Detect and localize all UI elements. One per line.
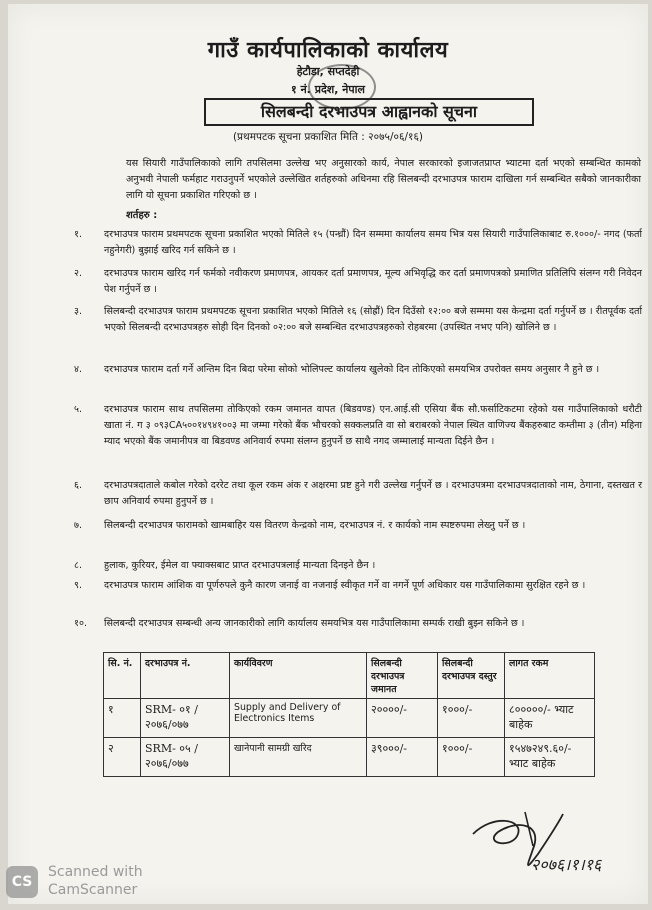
term-number: १. [74,229,83,240]
signature [463,804,633,884]
column-header: सिलबन्दी दरभाउपत्र जमानत [367,653,438,699]
term-item [74,304,642,336]
term-number: ६. [74,480,83,491]
term-item [74,362,642,378]
table-cell: १५४७२४९.६०/- भ्याट बाहेक [505,738,595,777]
term-text: सिलबन्दी दरभाउपत्र फारामको खामबाहिर यस वितरण केन्द्रको नाम, दरभाउपत्र नं. र कार्यको नाम स्पष्टरुपमा लेख्नु पर्ने छ । [104,520,526,531]
term-text: दरभाउपत्रदाताले कबोल गरेको दररेट तथा कूल रकम अंक र अक्षरमा प्रष्ट हुने गरी उल्लेख गर्नुपर्ने छ । दरभाउपत्रमा दरभाउपत्रदाताको नाम, ठेगाना, दस्तखत र छाप अनिवार्य रुपमा हुनुपर्ने छ । [104,480,642,507]
location-line-1: हेटौडा, सप्तदेही [296,65,360,78]
column-header: सिलबन्दी दरभाउपत्र दस्तुर [438,653,505,699]
term-text: दरभाउपत्र फाराम आंशिक वा पूर्णरुपले कुनै कारण जनाई वा नजनाई स्वीकृत गर्ने वा नगर्ने पूर्ण अधिकार यस गाउँपालिकामा सुरक्षित रहने छ । [104,580,586,591]
intro-paragraph: यस सियारी गाउँपालिकाको लागि तपसिलमा उल्लेख भए अनुसारको कार्य, नेपाल सरकारको इजाजतप्राप्त भ्याटमा दर्ता भएको सम्बन्धित कामको अनुभवी नेपाली फर्महाट गराउनुपर्ने भएकोले उल्लेखित शर्तहरुको अधिनमा रहि सिलबन्दी दरभाउपत्र फाराम दाखिला गर्न सम्बन्धित सबैको जानकारीका लागि यो सूचना प्रकाशित गरिएको छ । [126,158,641,201]
term-item [74,266,642,298]
table-cell: SRM- ०१ /२०७६/०७७ [141,699,230,738]
term-text: दरभाउपत्र फाराम साथ तपसिलमा तोकिएको रकम जमानत वापत (बिडवण्ड) एन.आई.सी एसिया बैंक सौ.फर्साटिकटमा रहेको यस गाउँपालिकाको धरौटी खाता नं. ग ३ ०९३CA५००१४९४१००३ मा जम्मा गरेको बैंक भौचरको सक्कलप्रति वा सो बराबरको नेपाल स्थित वाणिज्य बैंकहरुबाट कम्तीमा ३ (तीन) महिना म्याद भएको बैंक जमानीपत्र वा बिडवण्ड अनिवार्य रुपमा संलग्न हुनुपर्ने छ साथै नगद जम्मालाई मान्यता दिईने छैन । [104,404,642,447]
column-header: लागत रकम [505,653,595,699]
term-item [74,558,642,574]
bid-table [103,652,595,777]
term-item [74,227,642,259]
term-item [74,518,642,534]
term-text: हुलाक, कुरियर, ईमेल वा फ्याक्सबाट प्राप्त दरभाउपत्रलाई मान्यता दिनइने छैन । [104,560,376,571]
office-title: गाउँ कार्यपालिकाको कार्यालय [207,38,449,63]
table-header-row [104,653,595,699]
column-header: सि. नं. [104,653,141,699]
table-cell: २ [104,738,141,777]
term-item [74,478,642,510]
table-cell: १०००/- [438,738,505,777]
term-item [74,402,642,450]
term-number: ८. [74,560,83,571]
column-header: कार्यविवरण [230,653,367,699]
table-cell: ८०००००/- भ्याट बाहेक [505,699,595,738]
table-cell: १ [104,699,141,738]
scanner-watermark-line1: Scanned with [48,864,143,880]
table-cell: खानेपानी सामग्री खरिद [230,738,367,777]
term-text: दरभाउपत्र फाराम प्रथमपटक सूचना प्रकाशित भएको मितिले १५ (पन्ध्रौं) दिन सम्ममा कार्यालय समय भित्र यस सियारी गाउँपालिकाबाट रु.१०००/- नगद (फर्ता नहुनेगरी) बुझाई खरिद गर्न सकिने छ । [104,229,642,256]
table-cell: Supply and Delivery of Electronics Items [230,699,367,738]
location-line-2: १ नं. प्रदेश, नेपाल [291,83,365,96]
publish-date: (प्रथमपटक सूचना प्रकाशित मिति : २०७५/०६/१६) [232,131,424,143]
table-cell: SRM- ०५ /२०७६/०७७ [141,738,230,777]
term-number: ३. [74,306,83,317]
scanner-watermark-line2: CamScanner [48,882,138,898]
term-text: दरभाउपत्र फाराम खरिद गर्न फर्मको नवीकरण प्रमाणपत्र, आयकर दर्ता प्रमाणपत्र, मूल्य अभिवृद्धि कर दर्ता प्रमाणपत्रको प्रमाणित प्रतिलिपि संलग्न गरी निवेदन पेश गर्नुपर्ने छ । [104,268,642,295]
terms-heading: शर्तहरु : [126,210,158,221]
signature-date: २०७६।१।१६ [531,855,602,874]
term-text: दरभाउपत्र फाराम दर्ता गर्ने अन्तिम दिन बिदा परेमा सोको भोलिपल्ट कार्यालय खुलेको दिन तोकिएको समयभित्र उपरोक्त समय अनुसार नै हुने छ । [104,364,600,375]
term-number: ५. [74,404,83,415]
table-cell: २००००/- [367,699,438,738]
term-number: ७. [74,520,83,531]
table-row [104,699,595,738]
term-number: ४. [74,364,83,375]
table-row [104,738,595,777]
table-cell: १०००/- [438,699,505,738]
term-number: १०. [74,618,88,629]
term-text: सिलबन्दी दरभाउपत्र फाराम प्रथमपटक सूचना प्रकाशित भएको मितिले १६ (सोह्रौं) दिन दिउँसो १२:०० बजे सम्ममा यस केन्द्रमा दर्ता गर्नुपर्ने छ । रीतपूर्वक दर्ता भएको सिलबन्दी दरभाउपत्रहरु सोही दिन दिनको ०२:०० बजे सम्बन्धित दरभाउपत्रहरुको रोहबरमा (उपस्थित नभए पनि) खोलिने छ । [104,306,642,333]
camscanner-logo-icon: CS [6,866,38,898]
term-item [74,616,642,632]
table-cell: ३९०००/- [367,738,438,777]
column-header: दरभाउपत्र नं. [141,653,230,699]
term-number: ९. [74,580,83,591]
term-text: सिलबन्दी दरभाउपत्र सम्बन्धी अन्य जानकारीको लागि कार्यालय समयभित्र यस गाउँपालिकामा सम्पर्क राखी बुझ्न सकिने छ । [104,618,525,629]
notice-title: सिलबन्दी दरभाउपत्र आह्वानको सूचना [204,98,534,126]
term-item [74,578,642,594]
term-number: २. [74,268,83,279]
document-page [8,4,648,904]
